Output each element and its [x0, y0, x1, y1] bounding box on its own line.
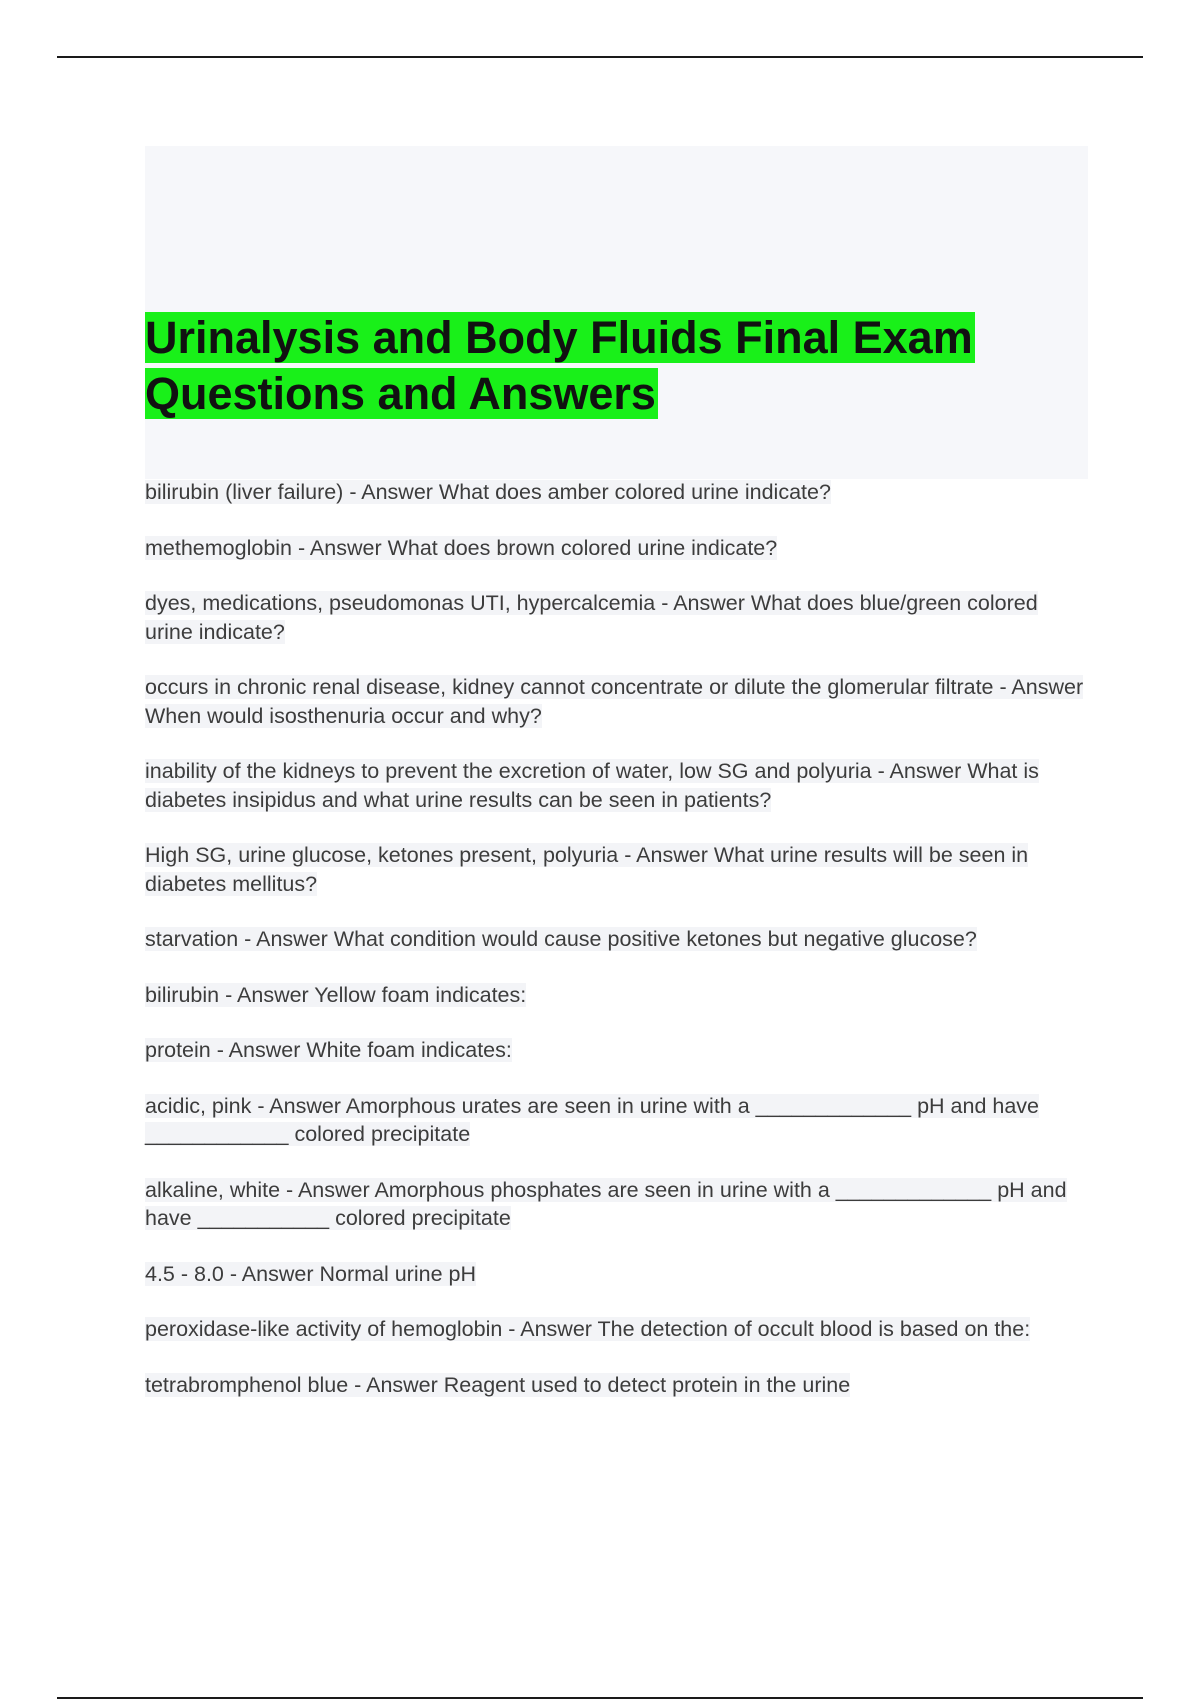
qa-item: occurs in chronic renal disease, kidney cannot concentrate or dilute the glomerular filtrate - Answer When would isosthenuria occur and why? — [145, 675, 1084, 728]
qa-item: dyes, medications, pseudomonas UTI, hypercalcemia - Answer What does blue/green colored urine indicate? — [145, 591, 1038, 644]
qa-item: inability of the kidneys to prevent the excretion of water, low SG and polyuria - Answer What is diabetes insipidus and what urine results can be seen in patients? — [145, 759, 1039, 812]
qa-item: protein - Answer White foam indicates: — [145, 1038, 512, 1062]
page-title — [145, 310, 1085, 422]
qa-item: 4.5 - 8.0 - Answer Normal urine pH — [145, 1261, 476, 1286]
qa-item: peroxidase-like activity of hemoglobin - Answer The detection of occult blood is based on the: — [145, 1317, 1031, 1341]
qa-item: bilirubin - Answer Yellow foam indicates: — [145, 982, 527, 1007]
qa-item: High SG, urine glucose, ketones present, polyuria - Answer What urine results will be seen in diabetes mellitus? — [145, 843, 1029, 896]
title-highlight: Urinalysis and Body Fluids Final Exam Questions and Answers — [145, 312, 973, 419]
qa-item: acidic, pink - Answer Amorphous urates are seen in urine with a _____________ pH and have ____________ colored precipitate — [145, 1093, 1040, 1146]
top-rule — [57, 56, 1143, 58]
qa-item: tetrabromphenol blue - Answer Reagent used to detect protein in the urine — [145, 1372, 851, 1397]
qa-list — [145, 478, 1090, 1426]
qa-item: alkaline, white - Answer Amorphous phosphates are seen in urine with a _____________ pH and have ___________ colored precipitate — [145, 1177, 1067, 1230]
qa-item: bilirubin (liver failure) - Answer What does amber colored urine indicate? — [145, 480, 831, 504]
qa-item: starvation - Answer What condition would cause positive ketones but negative glucose? — [145, 927, 977, 951]
bottom-rule — [57, 1697, 1143, 1699]
qa-item: methemoglobin - Answer What does brown colored urine indicate? — [145, 535, 778, 560]
